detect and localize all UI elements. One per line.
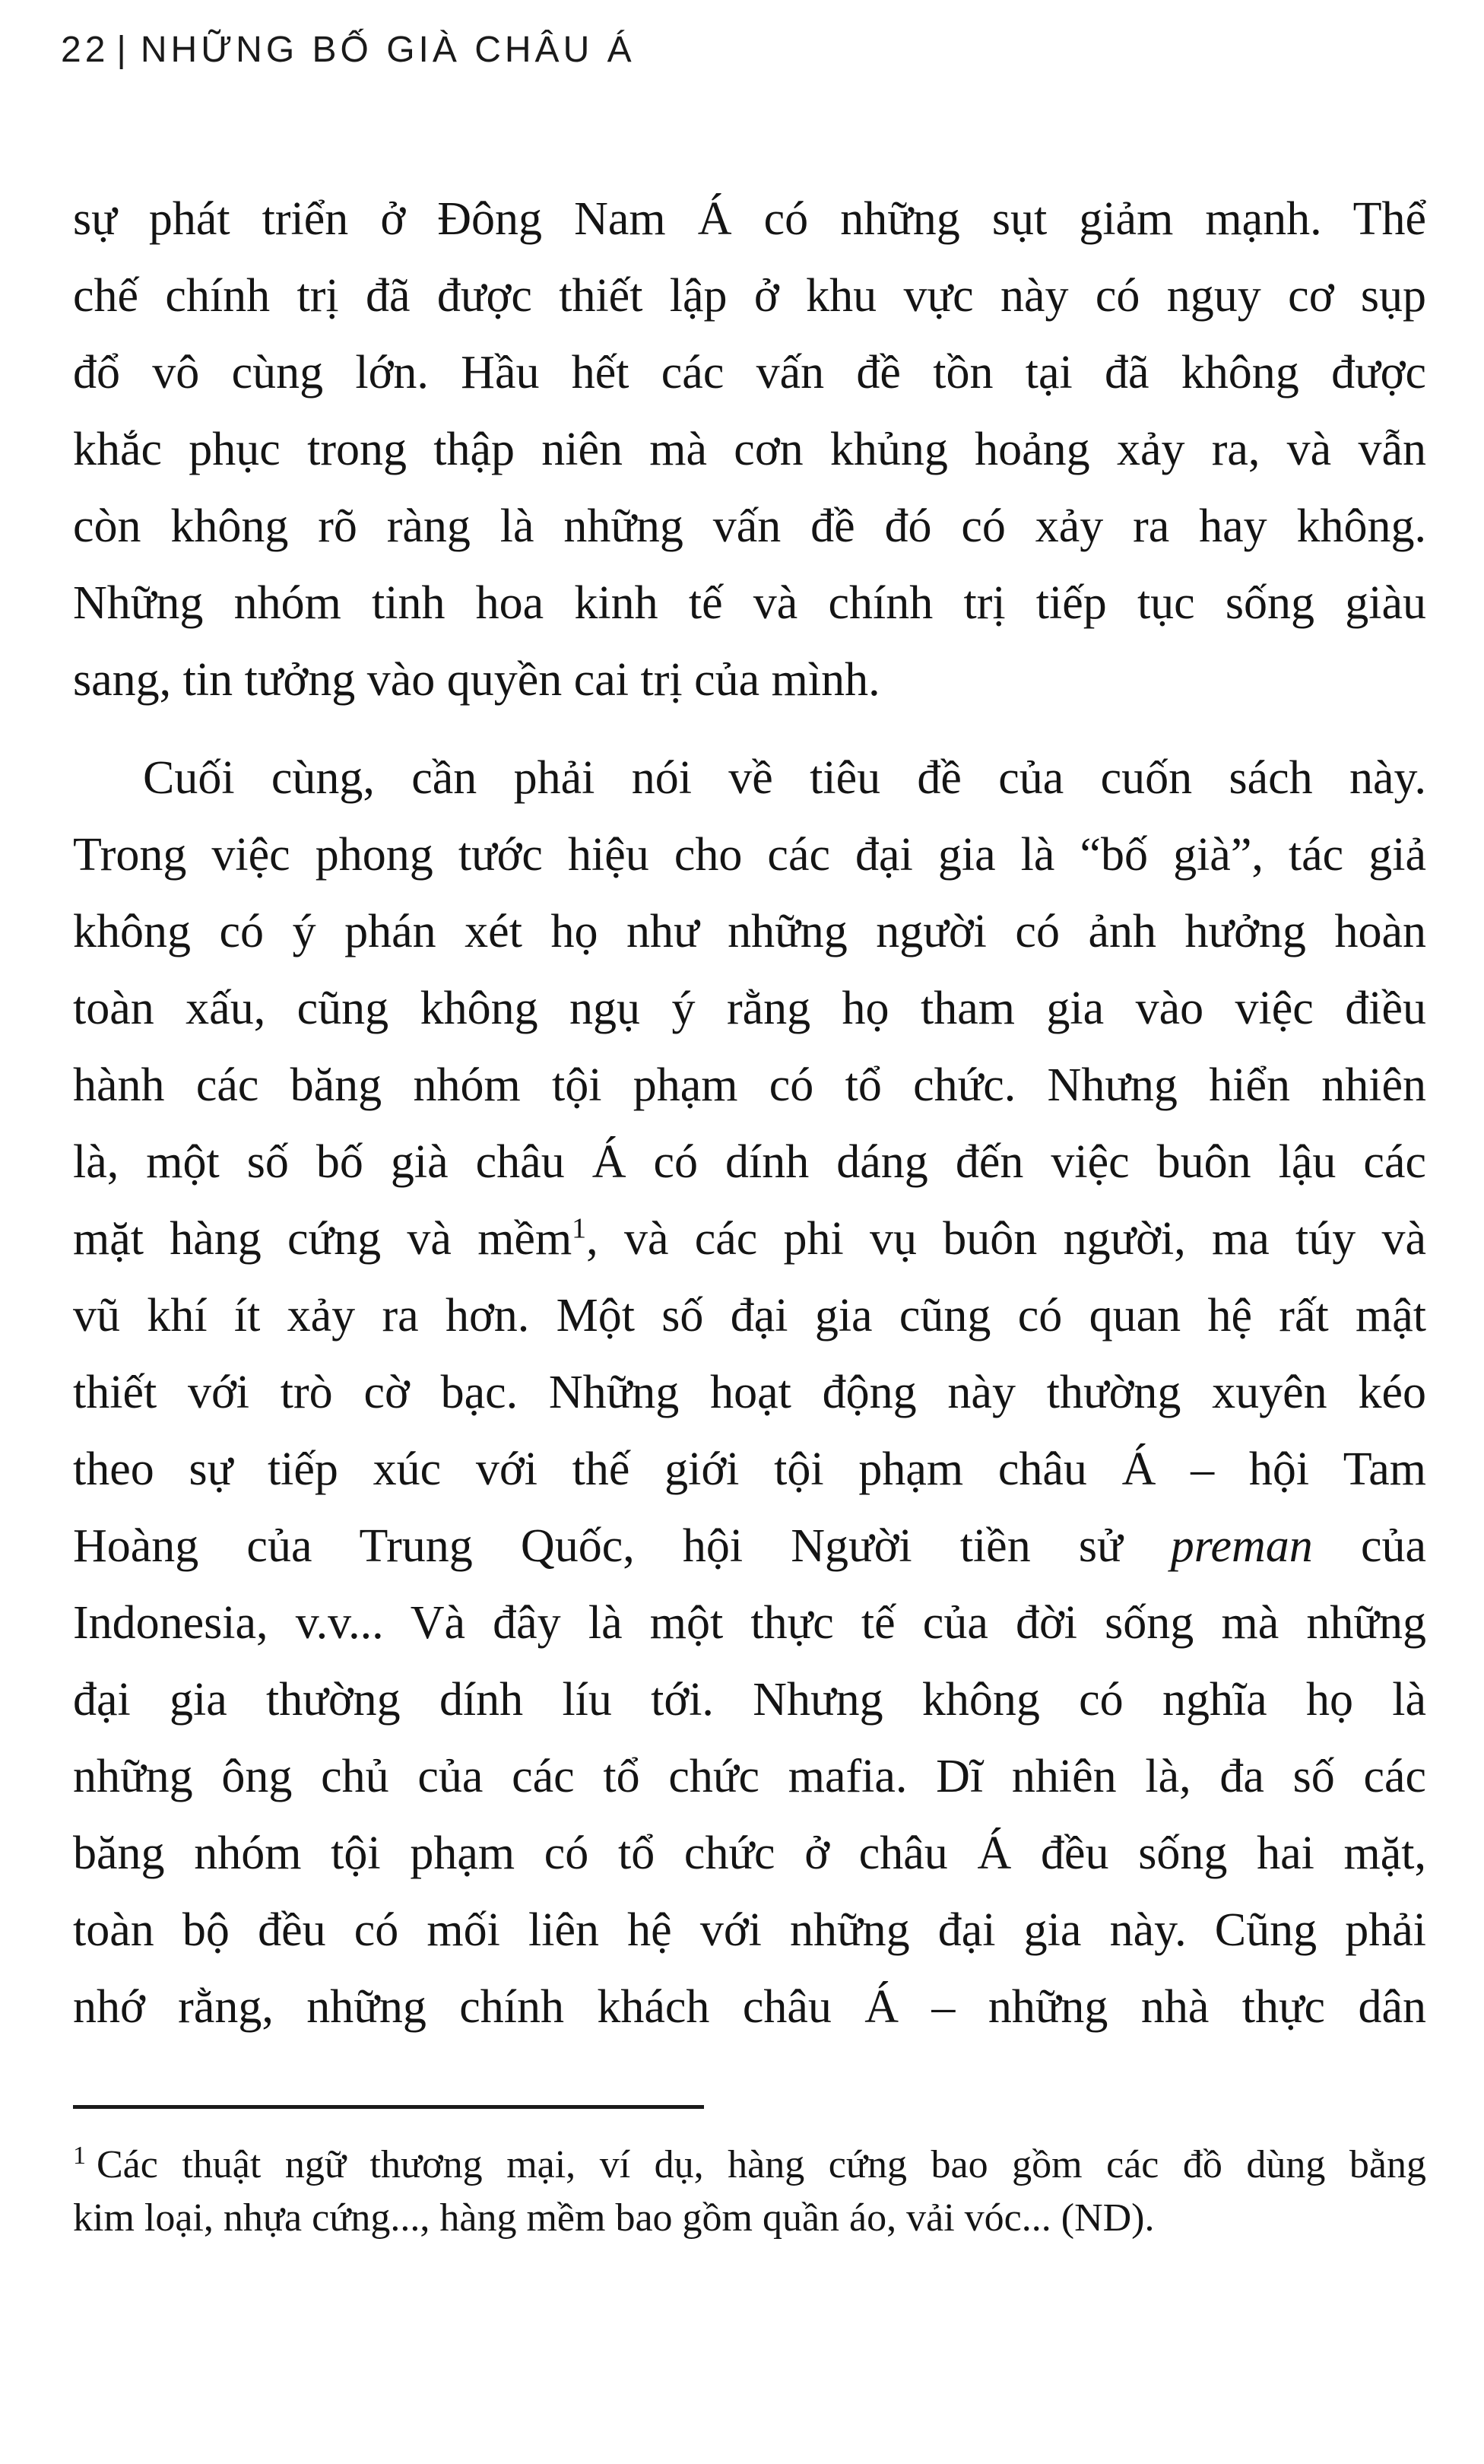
running-header (61, 29, 636, 71)
text-line: khắc phục trong thập niên mà cơn khủng hoảng xảy ra, và vẫn (73, 424, 1426, 475)
text-line: vũ khí ít xảy ra hơn. Một số đại gia cũng có quan hệ rất mật (73, 1290, 1426, 1342)
text-line: chế chính trị đã được thiết lập ở khu vực này có nguy cơ sụp (73, 270, 1426, 322)
text-line: toàn xấu, cũng không ngụ ý rằng họ tham gia vào việc điều (73, 983, 1426, 1034)
text-line: băng nhóm tội phạm có tổ chức ở châu Á đều sống hai mặt, (73, 1827, 1426, 1879)
text-line: là, một số bố già châu Á có dính dáng đến việc buôn lậu các (73, 1136, 1426, 1188)
body-text (73, 181, 1426, 2046)
footnote-reference: 1 (572, 1212, 587, 1245)
text-line: đại gia thường dính líu tới. Nhưng không có nghĩa họ là (73, 1674, 1426, 1726)
text-line: Cuối cùng, cần phải nói về tiêu đề của cuốn sách này. (143, 752, 1426, 804)
page-number: 22 (61, 30, 109, 70)
footnote-text: Các thuật ngữ thương mại, ví dụ, hàng cứng bao gồm các đồ dùng bằng (97, 2143, 1426, 2186)
footnote-marker: 1 (73, 2141, 86, 2170)
paragraph-1 (73, 181, 1426, 719)
footnote-line: kim loại, nhựa cứng..., hàng mềm bao gồm quần áo, vải vóc... (ND). (73, 2196, 1155, 2240)
text-line: đổ vô cùng lớn. Hầu hết các vấn đề tồn tại đã không được (73, 347, 1426, 398)
footnote-divider (73, 2105, 704, 2109)
text-line: những ông chủ của các tổ chức mafia. Dĩ nhiên là, đa số các (73, 1751, 1426, 1802)
text-line: toàn bộ đều có mối liên hệ với những đại gia này. Cũng phải (73, 1904, 1426, 1956)
paragraph-2 (73, 740, 1426, 2046)
text-line: còn không rõ ràng là những vấn đề đó có xảy ra hay không. (73, 500, 1426, 552)
text-segment: của (1312, 1520, 1426, 1572)
text-line: Những nhóm tinh hoa kinh tế và chính trị tiếp tục sống giàu (73, 577, 1426, 629)
text-line (73, 1508, 1426, 1585)
header-separator: | (116, 30, 130, 70)
text-line: thiết với trò cờ bạc. Những hoạt động này thường xuyên kéo (73, 1367, 1426, 1418)
text-line: nhớ rằng, những chính khách châu Á – những nhà thực dân (73, 1981, 1426, 2033)
text-segment: mặt hàng cứng và mềm (73, 1213, 572, 1265)
text-segment: Hoàng của Trung Quốc, hội Người tiền sử (73, 1520, 1171, 1572)
footnote (73, 2139, 1426, 2245)
text-line: theo sự tiếp xúc với thế giới tội phạm châu Á – hội Tam (73, 1443, 1426, 1495)
text-line: Indonesia, v.v... Và đây là một thực tế của đời sống mà những (73, 1597, 1426, 1649)
book-title: NHỮNG BỐ GIÀ CHÂU Á (140, 30, 636, 70)
text-line: không có ý phán xét họ như những người có ảnh hưởng hoàn (73, 906, 1426, 957)
text-line: Trong việc phong tước hiệu cho các đại gia là “bố già”, tác giả (73, 829, 1426, 881)
text-line: sự phát triển ở Đông Nam Á có những sụt giảm mạnh. Thể (73, 193, 1426, 245)
italic-term: preman (1170, 1520, 1313, 1572)
footnote-line (73, 2139, 1426, 2192)
text-segment: , và các phi vụ buôn người, ma túy và (586, 1213, 1426, 1265)
text-line (73, 1201, 1426, 1278)
text-line: hành các băng nhóm tội phạm có tổ chức. Nhưng hiển nhiên (73, 1059, 1426, 1111)
text-line: sang, tin tưởng vào quyền cai trị của mình. (73, 654, 880, 706)
